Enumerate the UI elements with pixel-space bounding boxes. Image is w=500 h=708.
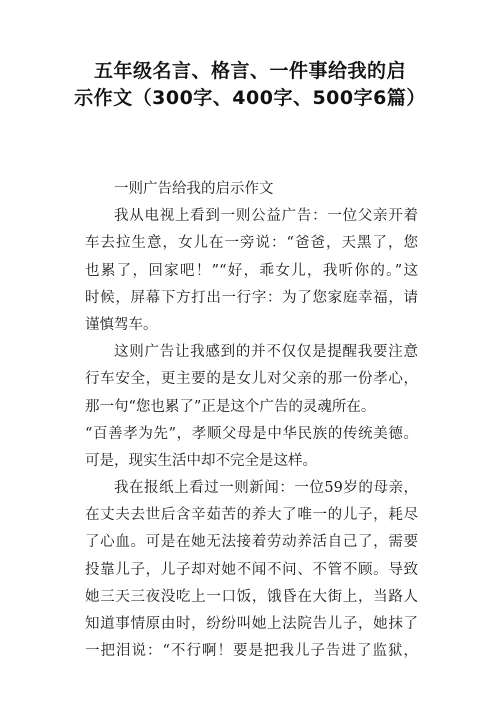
body-line: 我从电视上看到一则公益广告：一位父亲开着 <box>114 208 418 225</box>
body-line: 她三天三夜没吃上一口饭，饿昏在大街上，当路人 <box>85 588 418 605</box>
title-line-2: 示作文（300字、400字、500字6篇） <box>74 87 426 109</box>
body-line: 可是，现实生活中却不完全是这样。 <box>85 452 317 469</box>
document-title <box>40 58 460 112</box>
body-line: 行车安全，更主要的是女儿对父亲的那一份孝心， <box>85 371 418 388</box>
body-line: 谨慎驾车。 <box>85 316 158 333</box>
body-line: 投靠儿子，儿子却对她不闻不问、不管不顾。导致 <box>85 561 418 578</box>
body-line: 了心血。可是在她无法接着劳动养活自己了，需要 <box>85 534 418 551</box>
body-line: 在丈夫去世后含辛茹苦的养大了唯一的儿子，耗尽 <box>85 507 418 524</box>
title-line-1: 五年级名言、格言、一件事给我的启 <box>93 60 406 82</box>
body-line: 我在报纸上看过一则新闻：一位59岁的母亲， <box>114 480 418 497</box>
body-line: 车去拉生意，女儿在一旁说：“爸爸，天黑了，您 <box>85 235 418 252</box>
body-line: 时候，屏幕下方打出一行字：为了您家庭幸福，请 <box>85 289 418 306</box>
document-body <box>85 176 418 665</box>
body-line: 也累了，回家吧！”“好，乖女儿，我听你的。”这 <box>85 262 418 279</box>
body-line: 这则广告让我感到的并不仅仅是提醒我要注意 <box>114 344 418 361</box>
body-line: “百善孝为先”，孝顺父母是中华民族的传统美德。 <box>85 425 418 442</box>
section-heading: 一则广告给我的启示作文 <box>114 181 274 197</box>
body-line: 知道事情原由时，纷纷叫她上法院告儿子，她抹了 <box>85 616 418 632</box>
body-line: 一把泪说：“不行啊！要是把我儿子告进了监狱， <box>85 643 418 660</box>
body-line: 那一句“您也累了”正是这个广告的灵魂所在。 <box>85 398 376 415</box>
